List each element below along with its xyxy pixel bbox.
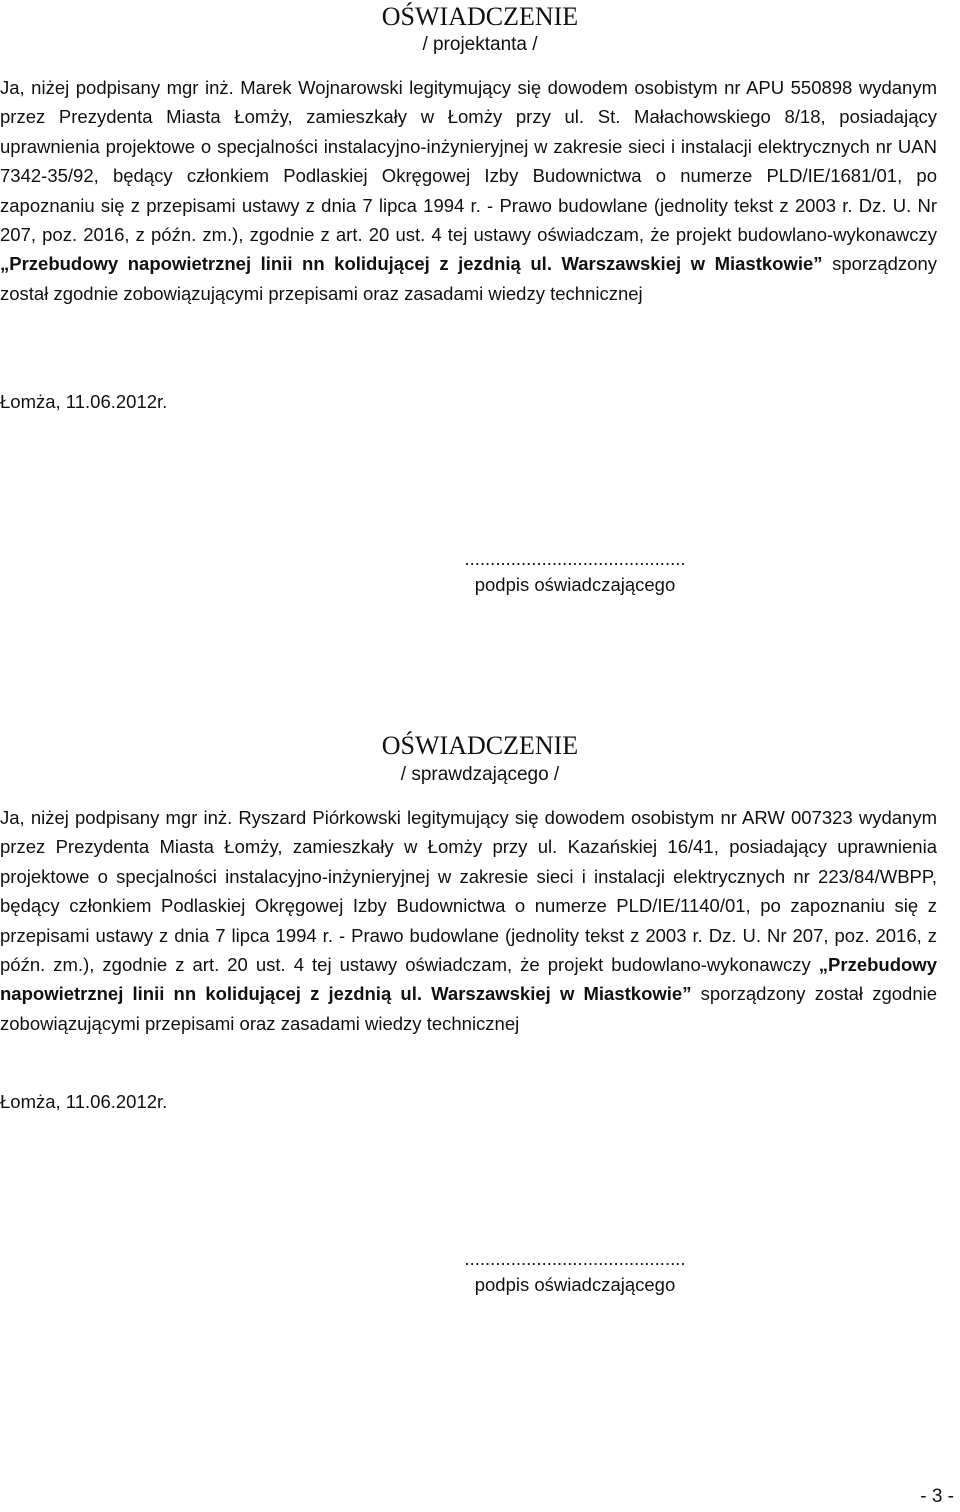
reviewer-place-date: Łomża, 11.06.2012r. [0, 1091, 168, 1112]
designer-signature-label: podpis oświadczającego [474, 574, 676, 595]
reviewer-signature-line: ........................................... [464, 1248, 686, 1269]
reviewer-statement-text-intro: Ja, niżej podpisany mgr inż. Ryszard Piórkowski legitymujący się dowodem osobistym nr ARW 007323 wydanym przez Prezydenta Miasta Łomży, zamieszkały w Łomży przy ul. Kazańskiej 16/41, posiadający uprawnienia projektowe o specjalności instalacyjno-inżynieryjnej w zakresie sieci i instalacji elektrycznych nr 223/84/WBPP, będący członkiem Podlaskiej Okręgowej Izby Budownictwa o numerze PLD/IE/1140/01, po zapoznaniu się z przepisami ustawy z dnia 7 lipca 1994 r. - Prawo budowlane (jednolity tekst z 2003 r. Dz. U. Nr 207, poz. 2016, z późn. zm.), zgodnie z art. 20 ust. 4 tej ustawy oświadczam, że projekt budowlano-wykonawczy [0, 807, 937, 976]
designer-statement-body [0, 73, 937, 308]
designer-place-date: Łomża, 11.06.2012r. [0, 391, 168, 412]
reviewer-statement-text-outro: sporządzony został zgodnie zobowiązującymi przepisami oraz zasadami wiedzy technicznej [0, 983, 938, 1034]
page-number: - 3 - [920, 1486, 954, 1507]
reviewer-statement-subtitle: / sprawdzającego / [400, 764, 560, 785]
designer-signature-line: ........................................... [464, 548, 686, 569]
designer-statement-project-name: „Przebudowy napowietrznej linii nn kolidującej z jezdnią ul. Warszawskiej w Miastkowie” [0, 253, 823, 275]
reviewer-signature-label: podpis oświadczającego [474, 1274, 676, 1295]
designer-statement-text-outro: sporządzony został zgodnie zobowiązującymi przepisami oraz zasadami wiedzy technicznej [0, 253, 937, 304]
designer-statement-title: OŚWIADCZENIE [381, 2, 579, 31]
reviewer-statement-project-name: „Przebudowy napowietrznej linii nn kolidującej z jezdnią ul. Warszawskiej w Miastkowie” [0, 954, 937, 1005]
reviewer-statement-title: OŚWIADCZENIE [381, 731, 579, 760]
reviewer-statement-body [0, 803, 937, 1038]
designer-statement-text-intro: Ja, niżej podpisany mgr inż. Marek Wojnarowski legitymujący się dowodem osobistym nr APU 550898 wydanym przez Prezydenta Miasta Łomży, zamieszkały w Łomży przy ul. St. Małachowskiego 8/18, posiadający uprawnienia projektowe o specjalności instalacyjno-inżynieryjnej w zakresie sieci i instalacji elektrycznych nr UAN 7342-35/92, będący członkiem Podlaskiej Okręgowej Izby Budownictwa o numerze PLD/IE/1681/01, po zapoznaniu się z przepisami ustawy z dnia 7 lipca 1994 r. - Prawo budowlane (jednolity tekst z 2003 r. Dz. U. Nr 207, poz. 2016, z późn. zm.), zgodnie z art. 20 ust. 4 tej ustawy oświadczam, że projekt budowlano-wykonawczy [0, 77, 937, 246]
designer-statement-subtitle: / projektanta / [422, 34, 538, 55]
